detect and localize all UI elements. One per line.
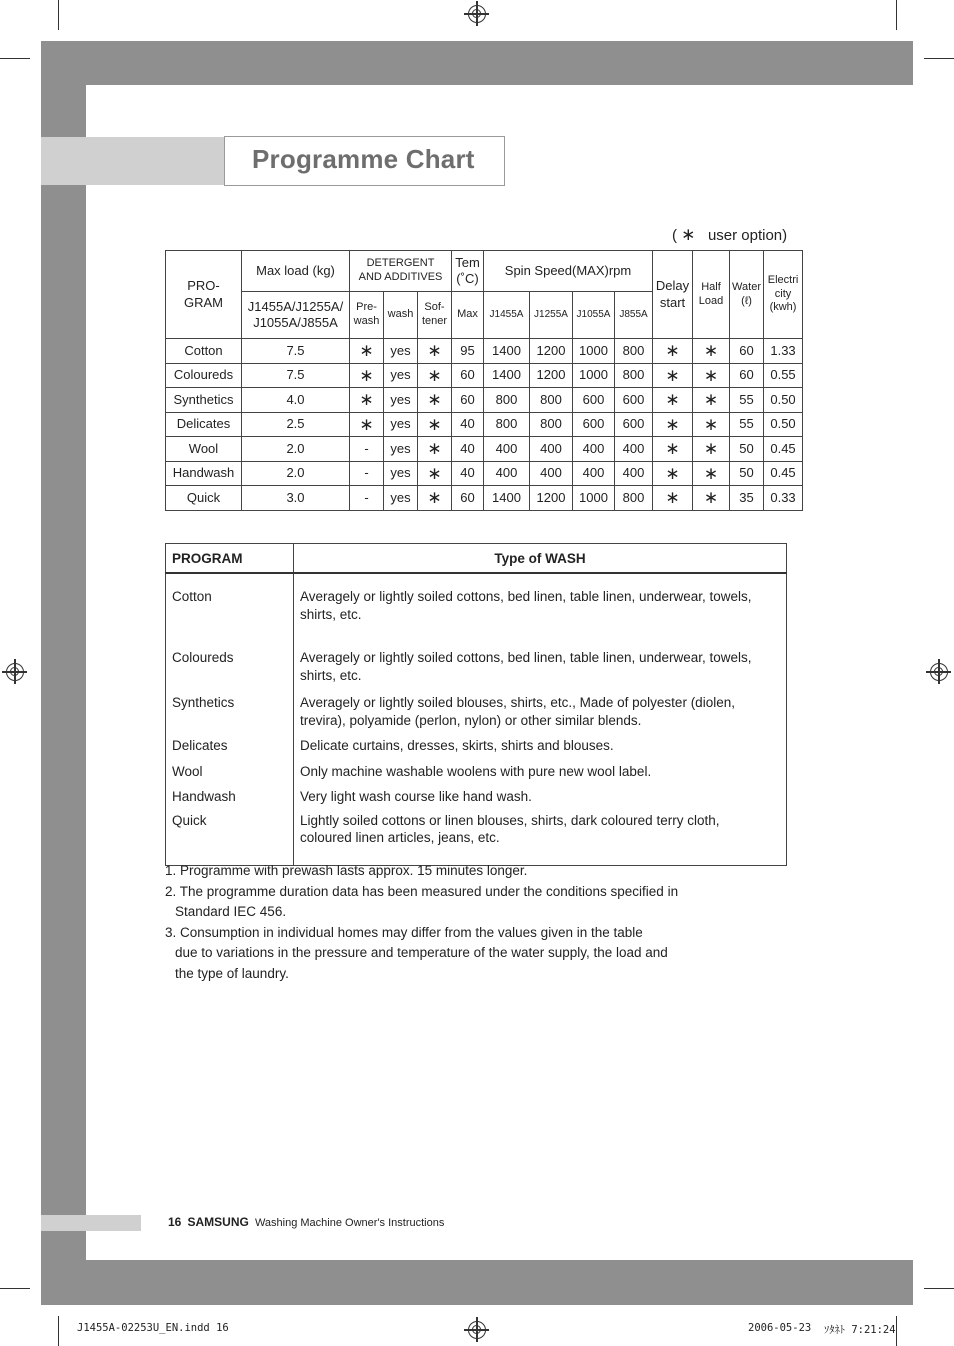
row-spin: 600	[615, 388, 653, 413]
row-wash: yes	[384, 363, 418, 388]
crop-mark	[924, 1288, 954, 1289]
row-electricity: 1.33	[764, 339, 803, 364]
header-spin-model: J1255A	[530, 292, 573, 339]
header-spin-model: J855A	[615, 292, 653, 339]
asterisk-icon: ∗	[681, 225, 696, 244]
row-delay-start: ∗	[653, 437, 693, 462]
header-program: PRO- GRAM	[166, 251, 242, 339]
row-spin: 400	[615, 437, 653, 462]
crop-mark	[896, 0, 897, 30]
row-softener: ∗	[418, 486, 452, 511]
row-water: 55	[730, 412, 764, 437]
wash-header-type: Type of WASH	[294, 544, 787, 574]
row-spin: 600	[573, 412, 615, 437]
row-delay-start: ∗	[653, 363, 693, 388]
note-2: 2. The programme duration data has been measured under the conditions specified in	[165, 883, 679, 899]
row-spin: 400	[573, 461, 615, 486]
footer-tab	[41, 1215, 141, 1231]
row-softener: ∗	[418, 412, 452, 437]
header-half-load: Half Load	[693, 251, 730, 339]
crop-mark	[924, 58, 954, 59]
row-half-load: ∗	[693, 486, 730, 511]
wash-program: Delicates	[166, 729, 294, 755]
row-half-load: ∗	[693, 461, 730, 486]
row-temp: 40	[452, 461, 484, 486]
registration-mark-icon	[468, 1321, 486, 1339]
row-temp: 60	[452, 388, 484, 413]
row-max-load: 4.0	[242, 388, 350, 413]
legend: ( ∗ user option)	[672, 225, 788, 244]
row-spin: 600	[615, 412, 653, 437]
row-temp: 60	[452, 363, 484, 388]
crop-mark	[896, 1316, 897, 1346]
header-spin-model: J1055A	[573, 292, 615, 339]
wash-row	[166, 780, 787, 806]
wash-description: Averagely or lightly soiled cottons, bed linen, table linen, underwear, towels, shirts, etc.	[300, 650, 752, 683]
chart-row	[166, 461, 803, 486]
row-electricity: 0.33	[764, 486, 803, 511]
note-3-continued: due to variations in the pressure and temperature of the water supply, the load and	[175, 945, 668, 960]
row-program: Coloureds	[166, 363, 242, 388]
wash-program: Synthetics	[166, 684, 294, 729]
header-spin-model: J1455A	[484, 292, 530, 339]
row-delay-start: ∗	[653, 412, 693, 437]
crop-mark	[58, 0, 59, 30]
chart-row	[166, 363, 803, 388]
row-softener: ∗	[418, 363, 452, 388]
registration-mark-icon	[468, 5, 486, 23]
row-softener: ∗	[418, 461, 452, 486]
row-spin: 1000	[573, 363, 615, 388]
chart-row	[166, 339, 803, 364]
programme-chart-table	[165, 250, 803, 511]
chart-row	[166, 412, 803, 437]
row-spin: 400	[615, 461, 653, 486]
wash-description: Averagely or lightly soiled blouses, shirts, etc., Made of polyester (diolen, trevira), polyamide (perlon, nylon) or other similar blends.	[300, 695, 735, 728]
row-spin: 1200	[530, 486, 573, 511]
wash-description: Very light wash course like hand wash.	[300, 789, 532, 805]
row-prewash: -	[350, 486, 384, 511]
row-spin: 800	[615, 363, 653, 388]
registration-mark-icon	[930, 663, 948, 681]
wash-program: Coloureds	[166, 639, 294, 684]
note-1: 1. Programme with prewash lasts approx. 15 minutes longer.	[165, 863, 528, 878]
legend-text: user option	[707, 227, 783, 244]
row-half-load: ∗	[693, 339, 730, 364]
wash-row	[166, 806, 787, 866]
row-wash: yes	[384, 461, 418, 486]
row-delay-start: ∗	[653, 339, 693, 364]
row-spin: 1200	[530, 339, 573, 364]
footer-text: Washing Machine Owner's Instructions	[254, 1217, 445, 1229]
row-wash: yes	[384, 339, 418, 364]
row-spin: 400	[573, 437, 615, 462]
chart-body	[166, 339, 803, 511]
row-water: 60	[730, 363, 764, 388]
row-spin: 1200	[530, 363, 573, 388]
row-prewash: ∗	[350, 412, 384, 437]
row-spin: 400	[484, 461, 530, 486]
row-electricity: 0.50	[764, 412, 803, 437]
row-spin: 800	[615, 486, 653, 511]
crop-mark	[0, 58, 30, 59]
row-spin: 1000	[573, 486, 615, 511]
wash-type-table	[165, 543, 787, 866]
header-prewash: Pre- wash	[350, 292, 384, 339]
row-max-load: 2.0	[242, 461, 350, 486]
row-water: 60	[730, 339, 764, 364]
wash-description: Lightly soiled cottons or linen blouses, shirts, dark coloured terry cloth, coloured linen articles, jeans, etc.	[300, 812, 720, 846]
wash-header-program: PROGRAM	[166, 544, 294, 574]
row-delay-start: ∗	[653, 461, 693, 486]
header-max-load: Max load (kg)	[242, 251, 350, 292]
row-prewash: ∗	[350, 388, 384, 413]
title-tab	[41, 137, 225, 185]
row-spin: 400	[484, 437, 530, 462]
header-temp: Tem (˚C)	[452, 251, 484, 292]
wash-program: Wool	[166, 755, 294, 781]
row-water: 35	[730, 486, 764, 511]
row-softener: ∗	[418, 339, 452, 364]
left-band	[41, 85, 86, 1260]
slug-date: 2006-05-23	[748, 1322, 812, 1334]
slug-file: J1455A-02253U_EN.indd 16	[77, 1322, 229, 1334]
top-band	[41, 41, 913, 85]
row-temp: 40	[452, 437, 484, 462]
wash-row	[166, 755, 787, 781]
chart-row	[166, 437, 803, 462]
row-spin: 400	[530, 437, 573, 462]
row-spin: 1000	[573, 339, 615, 364]
wash-row	[166, 684, 787, 729]
row-spin: 800	[530, 412, 573, 437]
row-water: 50	[730, 461, 764, 486]
page-footer	[168, 1215, 444, 1229]
row-spin: 800	[484, 412, 530, 437]
row-wash: yes	[384, 412, 418, 437]
row-spin: 800	[530, 388, 573, 413]
header-models: J1455A/J1255A/ J1055A/J855A	[242, 292, 350, 339]
chart-row	[166, 486, 803, 511]
page-number: 16	[168, 1215, 182, 1229]
row-water: 55	[730, 388, 764, 413]
row-spin: 600	[573, 388, 615, 413]
row-half-load: ∗	[693, 363, 730, 388]
header-delay: Delay start	[653, 251, 693, 339]
registration-mark-icon	[6, 663, 24, 681]
row-max-load: 2.0	[242, 437, 350, 462]
row-max-load: 7.5	[242, 363, 350, 388]
header-detergent: DETERGENT AND ADDITIVES	[350, 251, 452, 292]
bottom-band	[41, 1260, 913, 1305]
header-spin: Spin Speed(MAX)rpm	[484, 251, 653, 292]
wash-description: Delicate curtains, dresses, skirts, shirts and blouses.	[300, 738, 614, 754]
row-electricity: 0.45	[764, 461, 803, 486]
row-prewash: -	[350, 437, 384, 462]
chart-row	[166, 388, 803, 413]
row-delay-start: ∗	[653, 486, 693, 511]
row-max-load: 7.5	[242, 339, 350, 364]
note-3: 3. Consumption in individual homes may differ from the values given in the table	[165, 924, 643, 940]
row-electricity: 0.50	[764, 388, 803, 413]
wash-row	[166, 639, 787, 684]
wash-row	[166, 729, 787, 755]
row-half-load: ∗	[693, 412, 730, 437]
brand-name: SAMSUNG	[187, 1215, 249, 1229]
row-half-load: ∗	[693, 437, 730, 462]
row-spin: 1400	[484, 486, 530, 511]
header-softener: Sof- tener	[418, 292, 452, 339]
header-wash: wash	[384, 292, 418, 339]
row-program: Quick	[166, 486, 242, 511]
wash-row	[166, 573, 787, 639]
wash-body	[166, 573, 787, 866]
note-3-continued: the type of laundry.	[175, 965, 289, 981]
header-electricity: Electri city (kwh)	[764, 251, 803, 339]
row-water: 50	[730, 437, 764, 462]
page-title: Programme Chart	[252, 144, 475, 174]
row-spin: 800	[484, 388, 530, 413]
row-temp: 95	[452, 339, 484, 364]
row-temp: 40	[452, 412, 484, 437]
row-softener: ∗	[418, 437, 452, 462]
row-spin: 1400	[484, 339, 530, 364]
row-program: Delicates	[166, 412, 242, 437]
row-program: Synthetics	[166, 388, 242, 413]
row-spin: 800	[615, 339, 653, 364]
row-softener: ∗	[418, 388, 452, 413]
row-program: Wool	[166, 437, 242, 462]
header-temp-max: Max	[452, 292, 484, 339]
row-spin: 400	[530, 461, 573, 486]
row-electricity: 0.45	[764, 437, 803, 462]
crop-mark	[58, 1316, 59, 1346]
row-electricity: 0.55	[764, 363, 803, 388]
row-prewash: -	[350, 461, 384, 486]
row-program: Handwash	[166, 461, 242, 486]
slug-time: ｿﾀﾈﾄ 7:21:24	[824, 1324, 896, 1336]
row-wash: yes	[384, 486, 418, 511]
row-prewash: ∗	[350, 363, 384, 388]
row-wash: yes	[384, 388, 418, 413]
crop-mark	[0, 1288, 30, 1289]
row-spin: 1400	[484, 363, 530, 388]
notes	[165, 861, 678, 984]
wash-program: Cotton	[166, 573, 294, 639]
row-wash: yes	[384, 437, 418, 462]
wash-description: Averagely or lightly soiled cottons, bed linen, table linen, underwear, towels, shirts, etc.	[300, 589, 752, 622]
wash-program: Quick	[166, 806, 294, 866]
wash-description: Only machine washable woolens with pure new wool label.	[300, 763, 652, 779]
row-max-load: 3.0	[242, 486, 350, 511]
row-program: Cotton	[166, 339, 242, 364]
note-2-continued: Standard IEC 456.	[175, 904, 287, 919]
row-half-load: ∗	[693, 388, 730, 413]
header-water: Water (ℓ)	[730, 251, 764, 339]
row-max-load: 2.5	[242, 412, 350, 437]
row-temp: 60	[452, 486, 484, 511]
row-prewash: ∗	[350, 339, 384, 364]
row-delay-start: ∗	[653, 388, 693, 413]
wash-program: Handwash	[166, 780, 294, 806]
